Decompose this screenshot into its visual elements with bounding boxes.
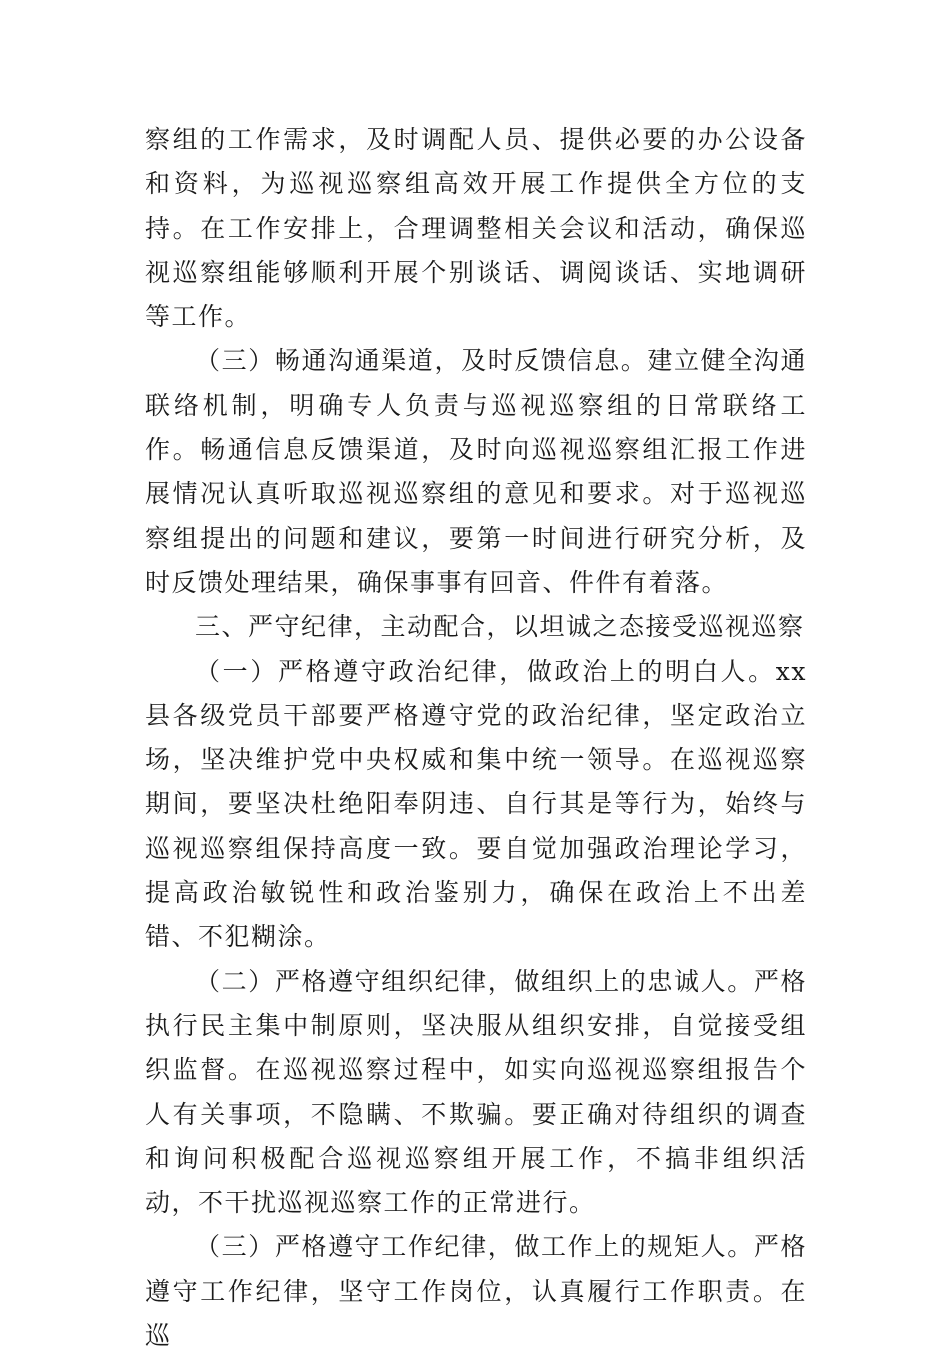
paragraph-section-3-1: （一）严格遵守政治纪律，做政治上的明白人。xx县各级党员干部要严格遵守党的政治纪律，坚定政治立场，坚决维护党中央权威和集中统一领导。在巡视巡察期间，要坚决杜绝阳奉阴违、自行其是等行为，始终与巡视巡察组保持高度一致。要自觉加强政治理论学习，提高政治敏锐性和政治鉴别力，确保在政治上不出差错、不犯糊涂。 xyxy=(145,656,807,952)
paragraph-section-3-3: （三）严格遵守工作纪律，做工作上的规矩人。严格遵守工作纪律，坚守工作岗位，认真履行工作职责。在巡 xyxy=(145,1232,807,1351)
document-body xyxy=(145,118,807,1358)
paragraph-section-3-2: （二）严格遵守组织纪律，做组织上的忠诚人。严格执行民主集中制原则，坚决服从组织安排，自觉接受组织监督。在巡视巡察过程中，如实向巡视巡察组报告个人有关事项，不隐瞒、不欺骗。要正确对待组织的调查和询问积极配合巡视巡察组开展工作，不搞非组织活动，不干扰巡视巡察工作的正常进行。 xyxy=(145,966,807,1218)
paragraph-section-2-3: （三）畅通沟通渠道，及时反馈信息。建立健全沟通联络机制，明确专人负责与巡视巡察组的日常联络工作。畅通信息反馈渠道，及时向巡视巡察组汇报工作进展情况认真听取巡视巡察组的意见和要求。对于巡视巡察组提出的问题和建议，要第一时间进行研究分析，及时反馈处理结果，确保事事有回音、件件有着落。 xyxy=(145,346,807,597)
paragraph-continued: 察组的工作需求，及时调配人员、提供必要的办公设备和资料，为巡视巡察组高效开展工作提供全方位的支持。在工作安排上，合理调整相关会议和活动，确保巡视巡察组能够顺利开展个别谈话、调阅谈话、实地调研等工作。 xyxy=(145,125,807,332)
section-heading-3: 三、严守纪律，主动配合，以坦诚之态接受巡视巡察 xyxy=(195,612,805,642)
